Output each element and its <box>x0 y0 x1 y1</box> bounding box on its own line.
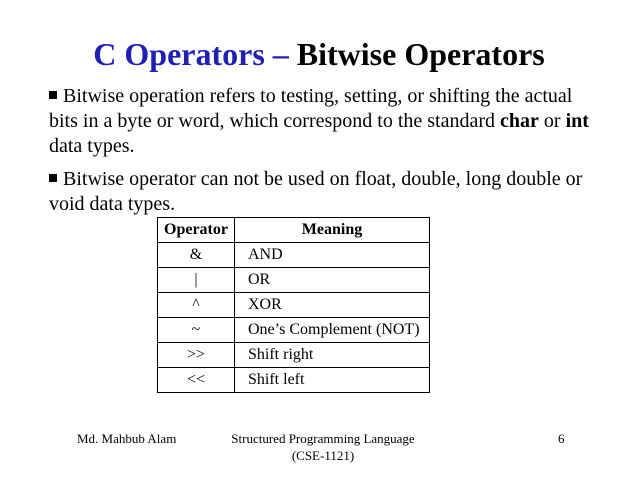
slide-title <box>0 34 638 74</box>
bullet-text: Bitwise operator can not be used on float, double, long double or void data types. <box>49 168 583 215</box>
footer-course-title: Structured Programming Language <box>231 431 415 446</box>
header-meaning: Meaning <box>235 218 430 243</box>
table-row <box>158 343 430 368</box>
table-row <box>158 368 430 393</box>
operators-table <box>157 217 430 393</box>
title-main: Bitwise Operators <box>296 36 545 72</box>
meaning-cell: OR <box>235 268 430 293</box>
keyword-char: char <box>500 110 539 132</box>
meaning-cell: Shift left <box>235 368 430 393</box>
page-number: 6 <box>558 431 565 446</box>
header-operator: Operator <box>158 218 235 243</box>
footer-author: Md. Mahbub Alam <box>77 431 177 446</box>
table-row <box>158 268 430 293</box>
bullet-text-part: data types. <box>49 135 135 157</box>
operator-cell: << <box>158 368 235 393</box>
operator-cell: ~ <box>158 318 235 343</box>
table-row <box>158 293 430 318</box>
table-row <box>158 318 430 343</box>
meaning-cell: AND <box>235 243 430 268</box>
bullet-bitwise-restriction <box>49 167 594 217</box>
meaning-cell: One’s Complement (NOT) <box>235 318 430 343</box>
operator-cell: | <box>158 268 235 293</box>
keyword-int: int <box>565 110 589 132</box>
table-header-row <box>158 218 430 243</box>
title-prefix: C Operators – <box>93 36 289 72</box>
bullet-text-part: or <box>538 110 566 132</box>
footer-course <box>223 430 423 464</box>
meaning-cell: XOR <box>235 293 430 318</box>
operator-cell: >> <box>158 343 235 368</box>
square-bullet-icon <box>49 91 57 99</box>
bullet-bitwise-definition <box>49 84 594 159</box>
square-bullet-icon <box>49 174 57 182</box>
meaning-cell: Shift right <box>235 343 430 368</box>
bullet-text-part: Bitwise operation refers to testing, setting, or shifting the actual bits in a byte or word, which correspond to the standard <box>49 85 573 132</box>
table-row <box>158 243 430 268</box>
operator-cell: & <box>158 243 235 268</box>
footer-course-code: (CSE-1121) <box>291 448 355 463</box>
operator-cell: ^ <box>158 293 235 318</box>
